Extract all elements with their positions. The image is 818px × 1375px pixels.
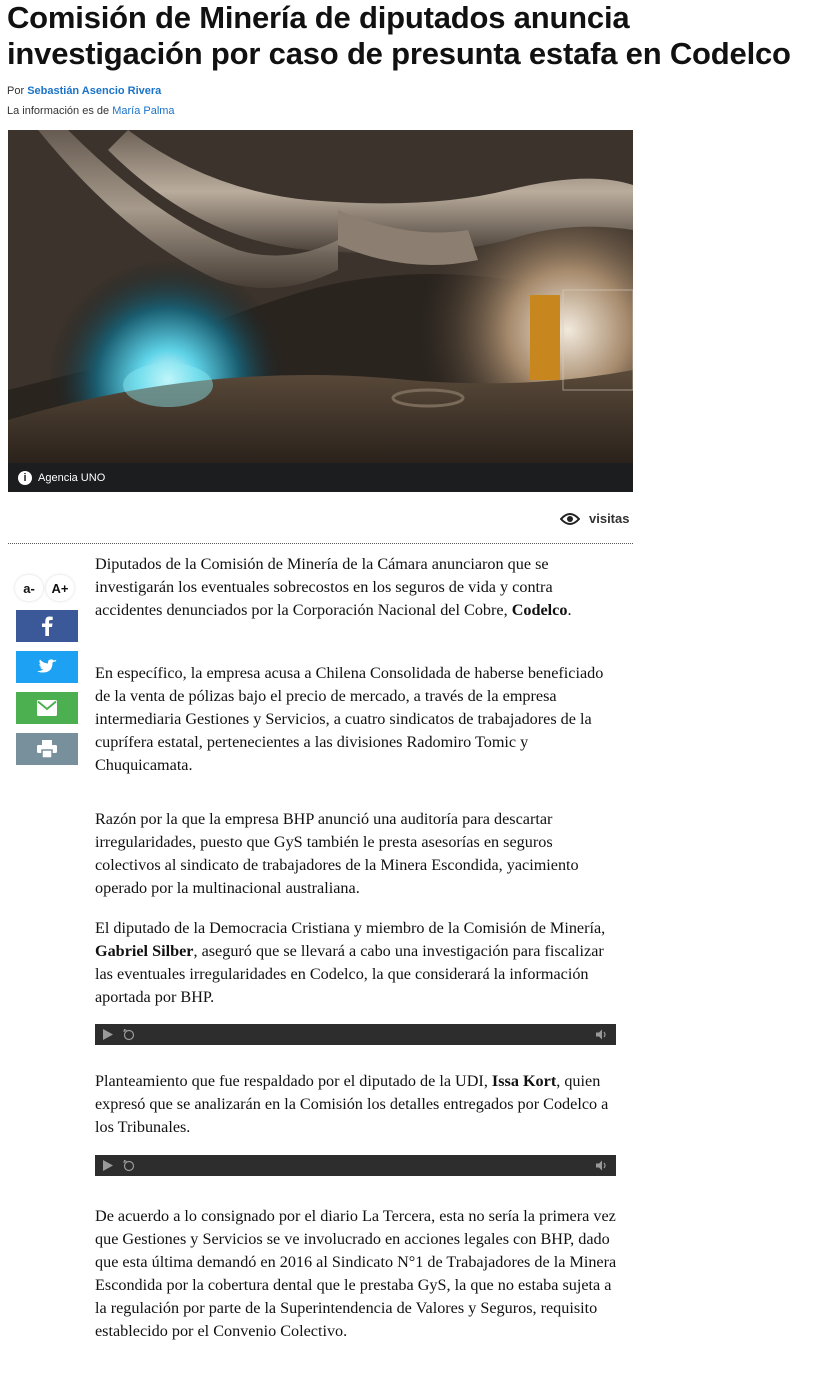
facebook-icon: [40, 616, 54, 636]
info-icon: i: [18, 471, 32, 485]
article-title: Comisión de Minería de diputados anuncia investigación por caso de presunta estafa en Codelco: [7, 0, 791, 71]
font-increase-button[interactable]: A+: [46, 575, 74, 601]
eye-icon: [560, 512, 580, 526]
info-prefix: La información es de: [7, 105, 110, 117]
visits-counter: [560, 511, 629, 526]
paragraph-5-text: Planteamiento que fue respaldado por el diputado de la UDI,: [95, 1072, 492, 1090]
image-credit: Agencia UNO: [38, 471, 106, 484]
rewind-icon[interactable]: [123, 1029, 135, 1041]
share-facebook-button[interactable]: [16, 610, 78, 642]
audio-player-1[interactable]: [95, 1024, 616, 1045]
play-icon[interactable]: [103, 1029, 113, 1040]
info-author-link[interactable]: María Palma: [112, 105, 175, 117]
play-icon[interactable]: [103, 1160, 113, 1171]
paragraph-1-end: .: [567, 601, 572, 619]
paragraph-5-end: , quien expresó que se analizarán en la Comisión los detalles entregados por Codelco a los Tribunales.: [95, 1072, 609, 1136]
paragraph-1-text: Diputados de la Comisión de Minería de la Cámara anunciaron que se investigarán los eventuales sobrecostos en los seguros de vida y contra accidentes denunciados por la Corporación Nacional del Cobre,: [95, 555, 553, 619]
paragraph-4-end: , aseguró que se llevará a cabo una investigación para fiscalizar las eventuales irregularidades en Codelco, la que considerará la información aportada por BHP.: [95, 942, 604, 1006]
image-credit-bar: [8, 463, 633, 492]
paragraph-1: [95, 553, 620, 622]
byline: [7, 85, 161, 97]
kort-bold: Issa Kort: [491, 1072, 557, 1090]
paragraph-5: [95, 1070, 620, 1139]
audio-player-2[interactable]: [95, 1155, 616, 1176]
font-decrease-button[interactable]: a-: [15, 575, 43, 601]
paragraph-4-text: El diputado de la Democracia Cristiana y miembro de la Comisión de Minería,: [95, 919, 606, 937]
hero-image: [8, 130, 633, 463]
silber-bold: Gabriel Silber: [95, 942, 194, 960]
codelco-bold: Codelco: [511, 601, 568, 619]
divider: [8, 543, 633, 544]
twitter-icon: [37, 659, 57, 676]
paragraph-4: [95, 917, 620, 1009]
author-link[interactable]: Sebastián Asencio Rivera: [27, 85, 162, 97]
paragraph-2: En específico, la empresa acusa a Chilena Consolidada de haberse beneficiado de la venta de pólizas bajo el precio de mercado, a través de la empresa intermediaria Gestiones y Servicios, a cuatro sindicatos de trabajadores de la cuprífera estatal, pertenecientes a las divisiones Radomiro Tomic y Chuquicamata.: [95, 664, 604, 774]
print-button[interactable]: [16, 733, 78, 765]
volume-icon[interactable]: [596, 1029, 608, 1040]
email-icon: [37, 700, 57, 716]
mine-tunnel-photo: [8, 130, 633, 463]
byline-prefix: Por: [7, 85, 25, 97]
paragraph-3: Razón por la que la empresa BHP anunció una auditoría para descartar irregularidades, puesto que GyS también le presta asesorías en seguros colectivos al sindicato de trabajadores de la Minera Escondida, yacimiento operado por la multinacional australiana.: [95, 810, 579, 897]
share-twitter-button[interactable]: [16, 651, 78, 683]
visits-label: visitas: [589, 511, 630, 526]
print-icon: [37, 740, 57, 758]
share-email-button[interactable]: [16, 692, 78, 724]
paragraph-6: De acuerdo a lo consignado por el diario La Tercera, esta no sería la primera vez que Gestiones y Servicios se ve involucrado en acciones legales con BHP, dado que esta última demandó en 2016 al Sindicato N°1 de Trabajadores de la Minera Escondida por la cobertura dental que le prestaba GyS, la que no estaba sujeta a la regulación por parte de la Superintendencia de Valores y Seguros, requisito establecido por el Convenio Colectivo.: [95, 1207, 617, 1340]
info-source: [7, 105, 175, 117]
rewind-icon[interactable]: [123, 1160, 135, 1172]
volume-icon[interactable]: [596, 1160, 608, 1171]
